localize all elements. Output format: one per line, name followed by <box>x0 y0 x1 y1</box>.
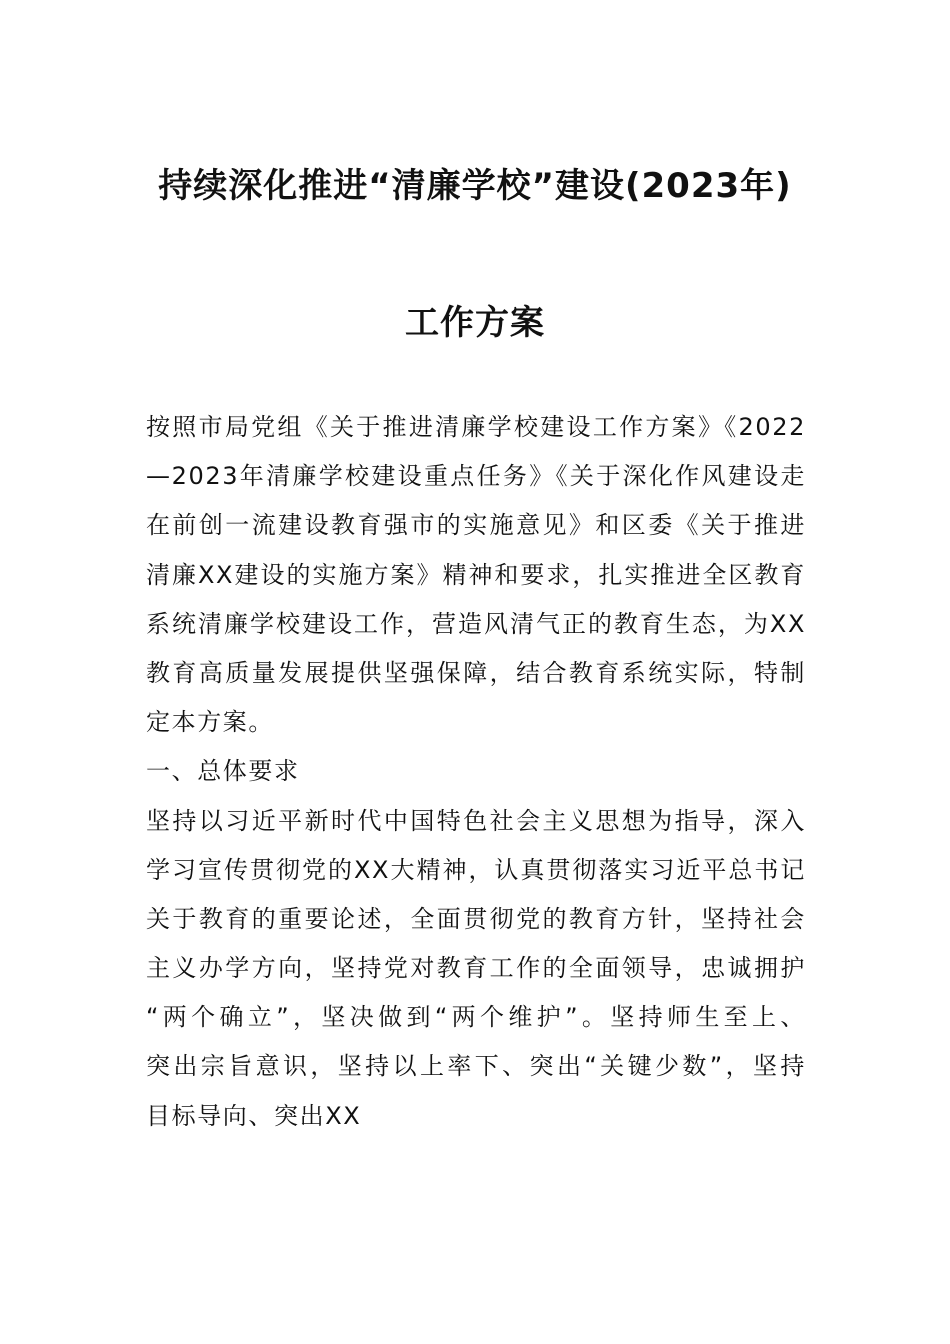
paragraph-2-line: 主义办学方向，坚持党对教育工作的全面领导，忠诚拥护 <box>146 954 806 983</box>
paragraph-2-line: 学习宣传贯彻党的XX大精神，认真贯彻落实习近平总书记 <box>146 855 806 884</box>
paragraph-1-line: —2023年清廉学校建设重点任务》《关于深化作风建设走 <box>146 462 806 491</box>
paragraph-2-line: 突出宗旨意识，坚持以上率下、突出“关键少数”，坚持 <box>146 1052 806 1081</box>
document-body <box>146 403 806 1141</box>
paragraph-1-line: 按照市局党组《关于推进清廉学校建设工作方案》《2022 <box>146 413 806 441</box>
paragraph-1-line: 教育高质量发展提供坚强保障，结合教育系统实际，特制 <box>146 658 806 687</box>
paragraph-1-line: 清廉XX建设的实施方案》精神和要求，扎实推进全区教育 <box>146 560 806 589</box>
paragraph-2-line: 关于教育的重要论述，全面贯彻党的教育方针，坚持社会 <box>146 904 806 933</box>
document-title-line-1: 持续深化推进“清廉学校”建设(2023年) <box>158 166 792 206</box>
paragraph-2-line: 目标导向、突出XX <box>146 1101 362 1130</box>
paragraph-1-line: 系统清廉学校建设工作，营造风清气正的教育生态，为XX <box>146 609 806 638</box>
paragraph-2-line: “两个确立”，坚决做到“两个维护”。坚持师生至上、 <box>146 1003 806 1032</box>
paragraph-2-line: 坚持以习近平新时代中国特色社会主义思想为指导，深入 <box>146 806 806 835</box>
paragraph-1-line: 定本方案。 <box>146 708 274 737</box>
section-heading-general-requirements: 一、总体要求 <box>146 757 300 786</box>
paragraph-1-line: 在前创一流建设教育强市的实施意见》和区委《关于推进 <box>146 511 806 540</box>
document-title-line-2: 工作方案 <box>405 303 545 343</box>
